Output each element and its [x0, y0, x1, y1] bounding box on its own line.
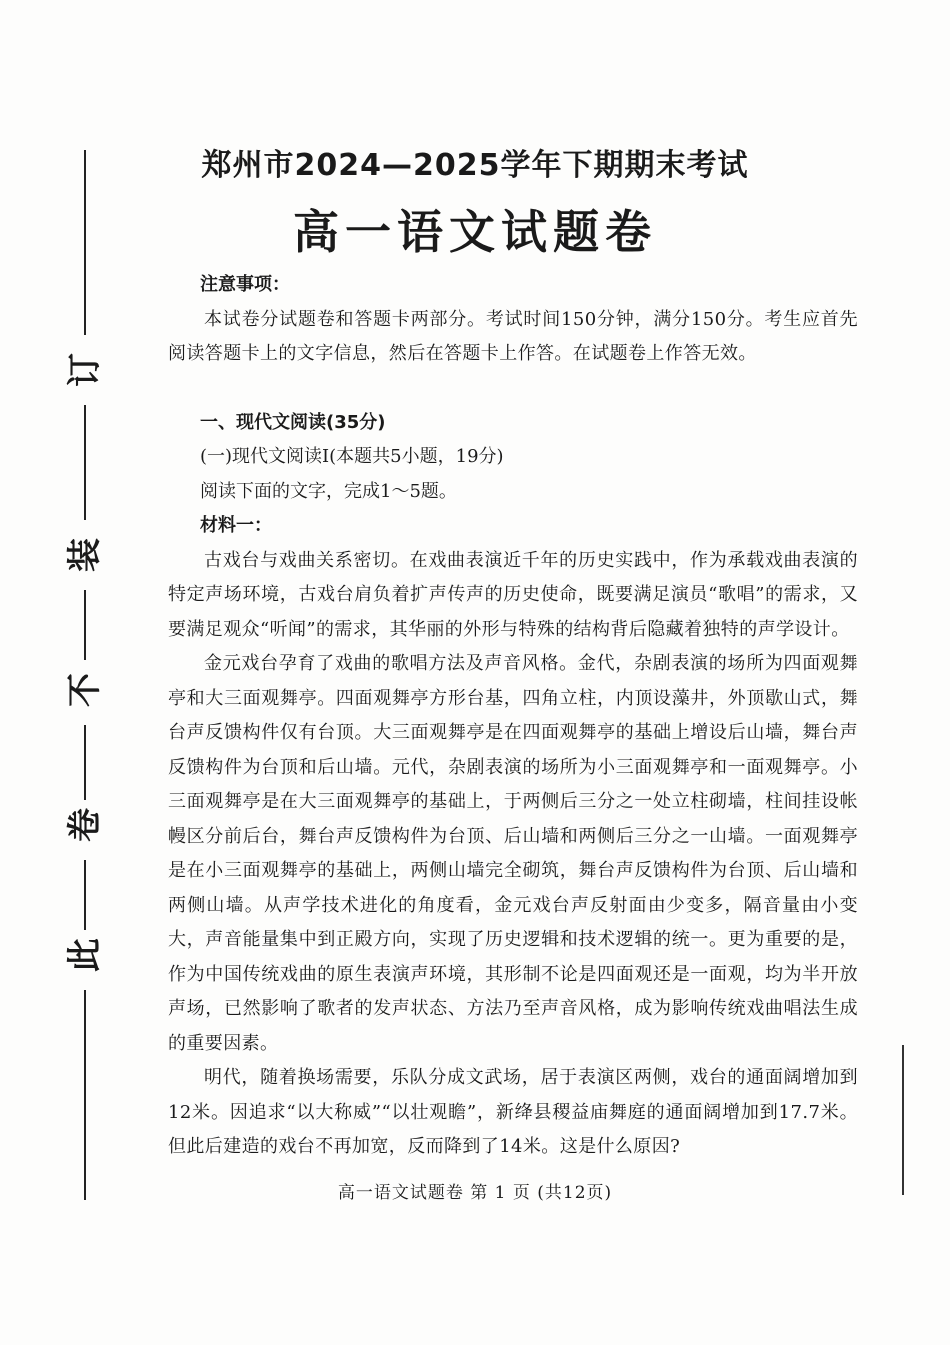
exam-title: 郑州市2024—2025学年下期期末考试 [201, 148, 749, 183]
content-area [168, 268, 858, 1165]
binding-line [84, 990, 86, 1200]
binding-margin [55, 150, 115, 1200]
binding-line [84, 725, 86, 800]
binding-char: 装 [65, 538, 105, 572]
passage-paragraph: 古戏台与戏曲关系密切。在戏曲表演近千年的历史实践中，作为承载戏曲表演的特定声场环境，古戏台肩负着扩声传声的历史使命，既要满足演员“歌唱”的需求，又要满足观众“听闻”的需求，其华丽的外形与特殊的结构背后隐藏着独特的声学设计。 [168, 549, 858, 640]
section-subheading: (一)现代文阅读Ⅰ(本题共5小题，19分) [200, 446, 504, 467]
notice-text: 本试卷分试题卷和答题卡两部分。考试时间150分钟，满分150分。考生应首先阅读答题卡上的文字信息，然后在答题卡上作答。在试题卷上作答无效。 [168, 308, 858, 364]
binding-line [84, 590, 86, 660]
binding-line [84, 860, 86, 930]
binding-char: 此 [65, 938, 105, 972]
binding-char: 卷 [65, 808, 105, 842]
binding-char: 不 [65, 673, 105, 707]
passage-paragraph: 金元戏台孕育了戏曲的歌唱方法及声音风格。金代，杂剧表演的场所为四面观舞亭和大三面观舞亭。四面观舞亭方形台基，四角立柱，内顶设藻井，外顶歇山式，舞台声反馈构件仅有台顶。大三面观舞亭是在四面观舞亭的基础上增设后山墙，舞台声反馈构件为台顶和后山墙。元代，杂剧表演的场所为小三面观舞亭和一面观舞亭。小三面观舞亭是在大三面观舞亭的基础上，于两侧后三分之一处立柱砌墙，柱间挂设帐幔区分前后台，舞台声反馈构件为台顶、后山墙和两侧后三分之一山墙。一面观舞亭是在小三面观舞亭的基础上，两侧山墙完全砌筑，舞台声反馈构件为台顶、后山墙和两侧山墙。从声学技术进化的角度看，金元戏台声反射面由少变多，隔音量由小变大，声音能量集中到正殿方向，实现了历史逻辑和技术逻辑的统一。更为重要的是，作为中国传统戏曲的原生表演声环境，其形制不论是四面观还是一面观，均为半开放声场，已然影响了歌者的发声状态、方法乃至声音风格，成为影响传统戏曲唱法生成的重要因素。 [168, 653, 858, 1054]
passage-paragraph: 明代，随着换场需要，乐队分成文武场，居于表演区两侧，戏台的通面阔增加到12米。因追求“以大称威”“以壮观瞻”，新绛县稷益庙舞庭的通面阔增加到17.7米。但此后建造的戏台不再加宽，反而降到了14米。这是什么原因? [168, 1067, 858, 1157]
section-heading: 一、现代文阅读(35分) [200, 411, 386, 433]
binding-char: 订 [65, 353, 105, 387]
page-footer: 高一语文试题卷 第 1 页 (共12页) [337, 1183, 613, 1203]
paper-title: 高一语文试题卷 [293, 205, 657, 259]
reading-instruction: 阅读下面的文字，完成1～5题。 [200, 480, 457, 502]
notice-label: 注意事项： [200, 274, 290, 295]
margin-rule [902, 1045, 904, 1195]
binding-line [84, 405, 86, 520]
spacer [168, 372, 858, 406]
material-label: 材料一： [200, 515, 272, 536]
